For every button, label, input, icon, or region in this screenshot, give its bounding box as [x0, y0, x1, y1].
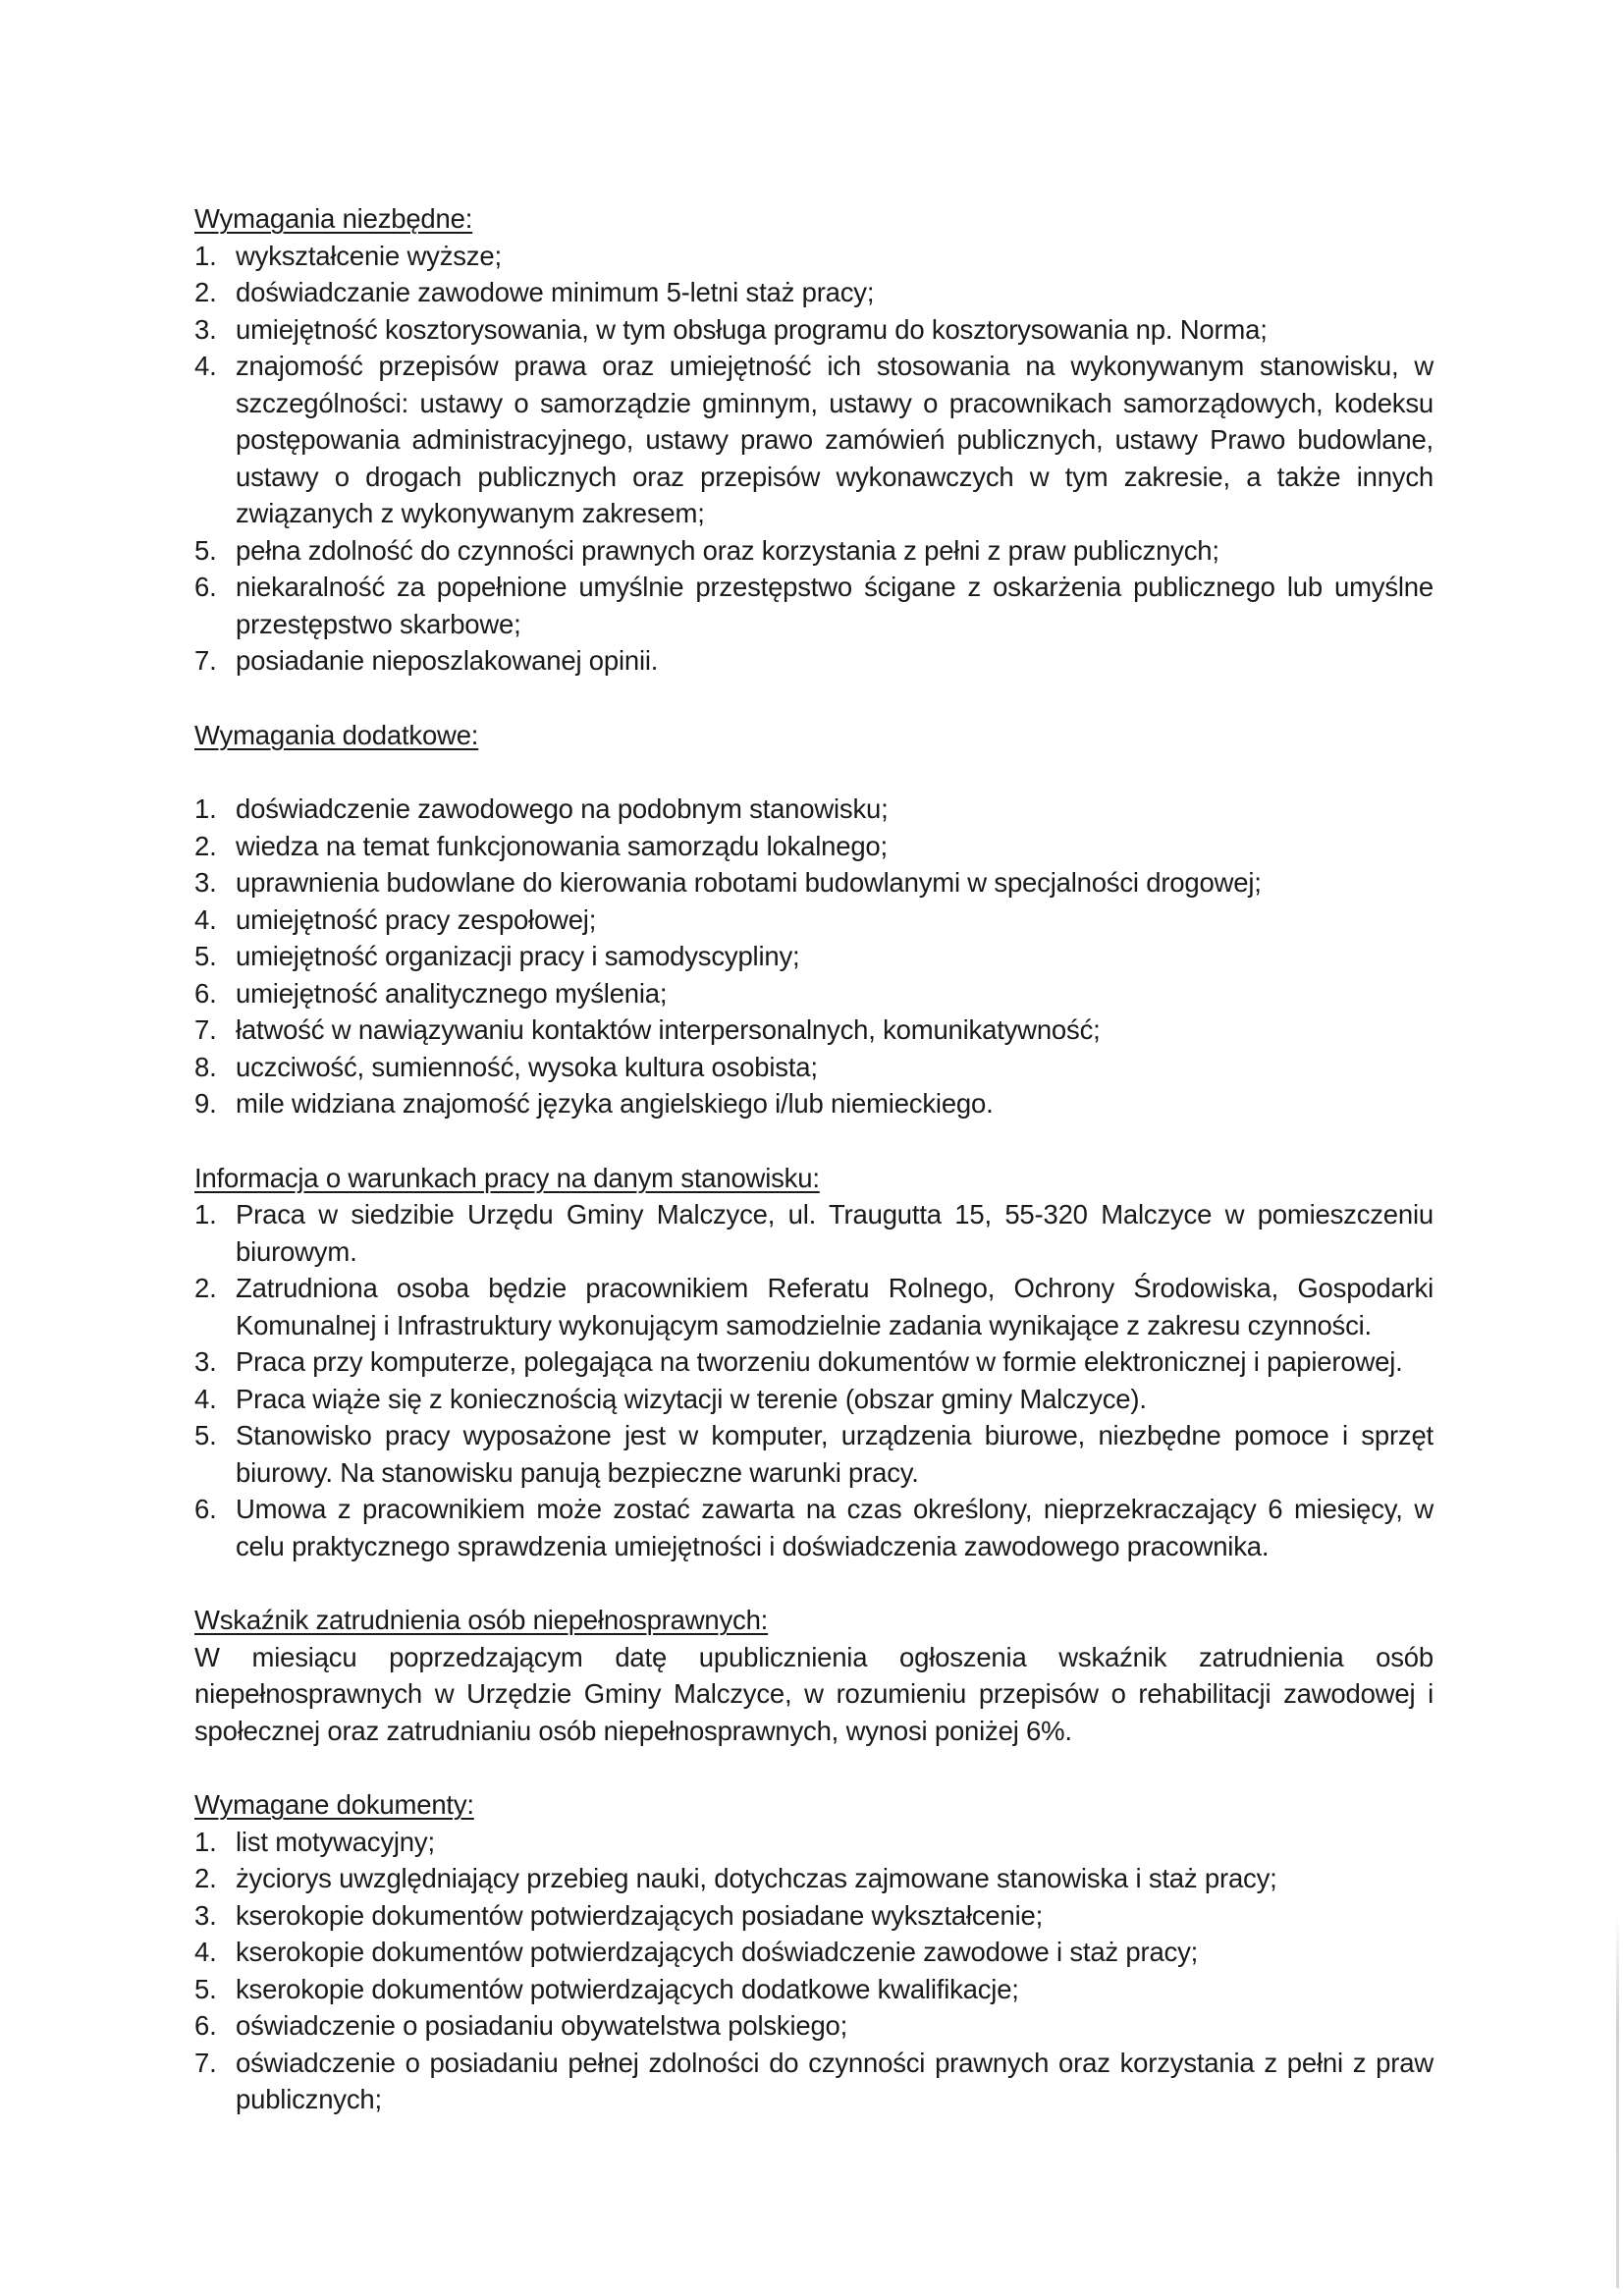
disability-rate-paragraph: W miesiącu poprzedzającym datę upublicznienia ogłoszenia wskaźnik zatrudnienia osób niepełnosprawnych w Urzędzie Gminy Malczyce, w rozumieniu przepisów o rehabilitacji zawodowej i społecznej oraz zatrudnianiu osób niepełnosprawnych, wynosi poniżej 6%. — [194, 1641, 1434, 1746]
list-item: 6. umiejętność analitycznego myślenia; — [194, 977, 668, 1009]
list-item: 1. wykształcenie wyższe; — [194, 240, 502, 271]
list-item: 4. znajomość przepisów prawa oraz umiejętność ich stosowania na wykonywanym stanowisku, w szczególności: ustawy o samorządzie gminnym, ustawy o pracownikach samorządowych, kodeksu postępowania administracyjnego, ustawy prawo zamówień publicznych, ustawy Prawo budowlane, ustawy o drogach publicznych oraz przepisów wykonawczych w tym zakresie, a także innych związanych z wykonywanym zakresem; — [194, 351, 1434, 528]
list-item: 2. wiedza na temat funkcjonowania samorządu lokalnego; — [194, 830, 888, 861]
list-item: 6. oświadczenie o posiadaniu obywatelstwa polskiego; — [194, 2010, 848, 2041]
scan-edge-shadow — [1616, 1915, 1619, 2288]
section-heading: Informacja o warunkach pracy na danym stanowisku: — [194, 1162, 820, 1193]
required-qualifications-list — [194, 238, 1434, 680]
spacer — [194, 680, 1434, 717]
list-item: 3. umiejętność kosztorysowania, w tym obsługa programu do kosztorysowania np. Norma; — [194, 313, 1268, 345]
list-item: 5. Stanowisko pracy wyposażone jest w komputer, urządzenia biurowe, niezbędne pomoce i sprzęt biurowy. Na stanowisku panują bezpieczne warunki pracy. — [194, 1420, 1434, 1488]
section-heading: Wymagania niezbędne: — [194, 203, 473, 234]
section-required-qualifications — [194, 200, 1434, 680]
list-item: 1. Praca w siedzibie Urzędu Gminy Malczyce, ul. Traugutta 15, 55-320 Malczyce w pomieszczeniu biurowym. — [194, 1199, 1434, 1267]
additional-qualifications-list — [194, 791, 1434, 1122]
list-item: 6. niekaralność za popełnione umyślnie przestępstwo ścigane z oskarżenia publicznego lub umyślne przestępstwo skarbowe; — [194, 572, 1434, 639]
list-item: 4. Praca wiąże się z koniecznością wizytacji w terenie (obszar gminy Malczyce). — [194, 1383, 1147, 1414]
list-item: 5. kserokopie dokumentów potwierdzających dodatkowe kwalifikacje; — [194, 1973, 1019, 2004]
list-item: 7. łatwość w nawiązywaniu kontaktów interpersonalnych, komunikatywność; — [194, 1014, 1101, 1045]
list-item: 2. doświadczanie zawodowe minimum 5-letni staż pracy; — [194, 277, 875, 307]
section-working-conditions — [194, 1160, 1434, 1565]
list-item: 4. umiejętność pracy zespołowej; — [194, 903, 597, 935]
list-item: 9. mile widziana znajomość języka angielskiego i/lub niemieckiego. — [194, 1088, 994, 1119]
list-item: 3. kserokopie dokumentów potwierdzających posiadane wykształcenie; — [194, 1899, 1044, 1931]
list-item: 4. kserokopie dokumentów potwierdzających doświadczenie zawodowe i staż pracy; — [194, 1937, 1199, 1967]
section-disability-employment-rate — [194, 1602, 1434, 1749]
spacer — [194, 1749, 1434, 1786]
list-item: 3. Praca przy komputerze, polegająca na tworzeniu dokumentów w formie elektronicznej i papierowej. — [194, 1346, 1403, 1377]
document-content — [194, 200, 1434, 2118]
list-item: 5. pełna zdolność do czynności prawnych oraz korzystania z pełni z praw publicznych; — [194, 534, 1219, 566]
working-conditions-list — [194, 1196, 1434, 1564]
list-item: 3. uprawnienia budowlane do kierowania robotami budowlanymi w specjalności drogowej; — [194, 867, 1262, 898]
section-additional-qualifications — [194, 717, 1434, 1122]
list-item: 6. Umowa z pracownikiem może zostać zawarta na czas określony, nieprzekraczający 6 miesięcy, w celu praktycznego sprawdzenia umiejętności i doświadczenia zawodowego pracownika. — [194, 1494, 1434, 1561]
list-item: 5. umiejętność organizacji pracy i samodyscypliny; — [194, 941, 800, 971]
section-heading: Wymagane dokumenty: — [194, 1789, 474, 1820]
list-item: 2. Zatrudniona osoba będzie pracownikiem Referatu Rolnego, Ochrony Środowiska, Gospodarki Komunalnej i Infrastruktury wykonującym samodzielnie zadania wynikające z zakresu czynności. — [194, 1273, 1434, 1340]
section-required-documents — [194, 1786, 1434, 2118]
spacer — [194, 753, 1434, 791]
section-heading: Wskaźnik zatrudnienia osób niepełnosprawnych: — [194, 1605, 769, 1635]
list-item: 7. oświadczenie o posiadaniu pełnej zdolności do czynności prawnych oraz korzystania z pełni z praw publicznych; — [194, 2047, 1434, 2114]
spacer — [194, 1564, 1434, 1602]
spacer — [194, 1122, 1434, 1160]
section-heading: Wymagania dodatkowe: — [194, 719, 479, 750]
list-item: 1. list motywacyjny; — [194, 1826, 435, 1857]
required-documents-list — [194, 1824, 1434, 2118]
list-item: 7. posiadanie nieposzlakowanej opinii. — [194, 645, 659, 676]
list-item: 1. doświadczenie zawodowego na podobnym stanowisku; — [194, 793, 889, 824]
list-item: 8. uczciwość, sumienność, wysoka kultura osobista; — [194, 1051, 818, 1082]
list-item: 2. życiorys uwzględniający przebieg nauki, dotychczas zajmowane stanowiska i staż pracy; — [194, 1863, 1277, 1893]
